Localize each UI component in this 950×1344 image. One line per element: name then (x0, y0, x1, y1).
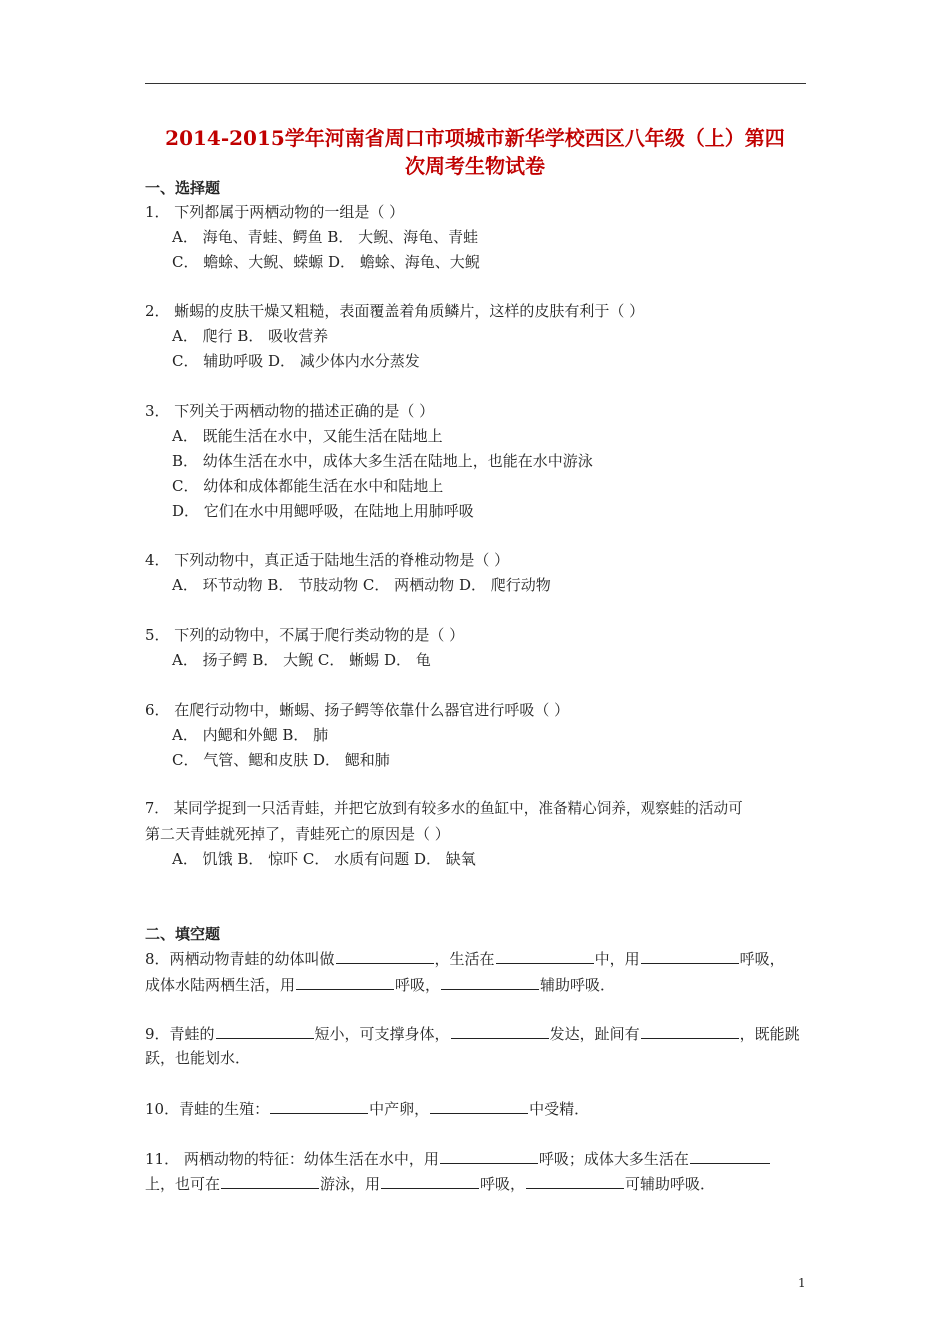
q9-text-3: 发达，趾间有 (549, 1025, 640, 1043)
question-9-line-2: 跃，也能划水． (145, 1049, 251, 1067)
question-3-option-a: A． 既能生活在水中，又能生活在陆地上 (172, 427, 443, 445)
section-heading-choice: 一、选择题 (145, 179, 221, 197)
q8-text-7: 辅助呼吸． (540, 976, 616, 994)
question-2-options-ab: A． 爬行 B． 吸收营养 (172, 327, 329, 345)
q11-text-2: 呼吸；成体大多生活在 (538, 1150, 689, 1168)
q8-text-5: 成体水陆两栖生活，用 (145, 976, 296, 994)
question-4-options: A． 环节动物 B． 节肢动物 C． 两栖动物 D． 爬行动物 (172, 576, 551, 594)
question-7-stem-line-2: 第二天青蛙就死掉了，青蛙死亡的原因是（ ） (145, 825, 450, 843)
question-4-stem: 4． 下列动物中，真正适于陆地生活的脊椎动物是（ ） (145, 551, 510, 569)
q11-text-5: 呼吸， (480, 1175, 526, 1193)
question-3-option-d: D． 它们在水中用鳃呼吸，在陆地上用肺呼吸 (172, 502, 474, 520)
answer-blank[interactable] (496, 948, 594, 964)
q11-text-3: 上，也可在 (145, 1175, 221, 1193)
q9-text-4: ，既能跳 (739, 1025, 800, 1043)
q8-text-6: 呼吸， (395, 976, 441, 994)
answer-blank[interactable] (690, 1148, 770, 1164)
answer-blank[interactable] (216, 1023, 314, 1039)
question-10 (145, 1098, 589, 1119)
answer-blank[interactable] (641, 948, 739, 964)
question-3-option-c: C． 幼体和成体都能生活在水中和陆地上 (172, 477, 444, 495)
q10-text-1: 10．青蛙的生殖： (145, 1100, 270, 1118)
page-number: 1 (798, 1276, 806, 1290)
question-11-line-1 (145, 1148, 771, 1169)
question-3-option-b: B． 幼体生活在水中，成体大多生活在陆地上，也能在水中游泳 (172, 452, 593, 470)
question-11-line-2 (145, 1173, 715, 1194)
q10-text-3: 中受精． (529, 1100, 590, 1118)
answer-blank[interactable] (451, 1023, 549, 1039)
question-7-stem-line-1: 7． 某同学捉到一只活青蛙，并把它放到有较多水的鱼缸中，准备精心饲养，观察蛙的活动可 (145, 800, 743, 817)
question-1-options-cd: C． 蟾蜍、大鲵、蝾螈 D． 蟾蜍、海龟、大鲵 (172, 253, 480, 271)
question-8-line-1 (145, 948, 785, 969)
question-1-options-ab: A． 海龟、青蛙、鳄鱼 B． 大鲵、海龟、青蛙 (172, 228, 479, 246)
answer-blank[interactable] (336, 948, 434, 964)
question-6-options-ab: A． 内鳃和外鳃 B． 肺 (172, 726, 329, 744)
answer-blank[interactable] (296, 974, 394, 990)
question-1-stem: 1． 下列都属于两栖动物的一组是（ ） (145, 203, 405, 221)
q9-text-2: 短小，可支撑身体， (314, 1025, 450, 1043)
q8-text-3: 中，用 (594, 950, 640, 968)
answer-blank[interactable] (641, 1023, 739, 1039)
answer-blank[interactable] (441, 974, 539, 990)
header-rule (145, 83, 806, 84)
answer-blank[interactable] (526, 1173, 624, 1189)
q9-text-1: 9．青蛙的 (145, 1025, 215, 1043)
answer-blank[interactable] (270, 1098, 368, 1114)
q11-text-4: 游泳，用 (320, 1175, 381, 1193)
section-heading-fill: 二、填空题 (145, 925, 221, 943)
answer-blank[interactable] (430, 1098, 528, 1114)
question-6-stem: 6． 在爬行动物中，蜥蜴、扬子鳄等依靠什么器官进行呼吸（ ） (145, 701, 570, 719)
question-2-stem: 2． 蜥蜴的皮肤干燥又粗糙，表面覆盖着角质鳞片，这样的皮肤有利于（ ） (145, 302, 645, 320)
q11-text-1: 11． 两栖动物的特征：幼体生活在水中，用 (145, 1150, 439, 1168)
q8-text-2: ，生活在 (434, 950, 495, 968)
question-2-options-cd: C． 辅助呼吸 D． 减少体内水分蒸发 (172, 352, 420, 370)
question-8-line-2 (145, 974, 615, 995)
question-5-options: A． 扬子鳄 B． 大鲵 C． 蜥蜴 D． 龟 (172, 651, 431, 669)
q8-text-4: 呼吸， (739, 950, 785, 968)
question-3-stem: 3． 下列关于两栖动物的描述正确的是（ ） (145, 402, 435, 420)
q8-text-1: 8．两栖动物青蛙的幼体叫做 (145, 950, 335, 968)
q11-text-6: 可辅助呼吸． (625, 1175, 716, 1193)
document-title-line-2: 次周考生物试卷 (405, 154, 545, 178)
answer-blank[interactable] (221, 1173, 319, 1189)
answer-blank[interactable] (440, 1148, 538, 1164)
question-6-options-cd: C． 气管、鳃和皮肤 D． 鳃和肺 (172, 751, 390, 769)
q10-text-2: 中产卵， (369, 1100, 430, 1118)
document-title-line-1: 2014-2015学年河南省周口市项城市新华学校西区八年级（上）第四 (165, 126, 785, 150)
question-9-line-1 (145, 1023, 800, 1044)
question-7-options: A． 饥饿 B． 惊吓 C． 水质有问题 D． 缺氧 (172, 850, 476, 868)
question-5-stem: 5． 下列的动物中，不属于爬行类动物的是（ ） (145, 626, 465, 644)
answer-blank[interactable] (381, 1173, 479, 1189)
